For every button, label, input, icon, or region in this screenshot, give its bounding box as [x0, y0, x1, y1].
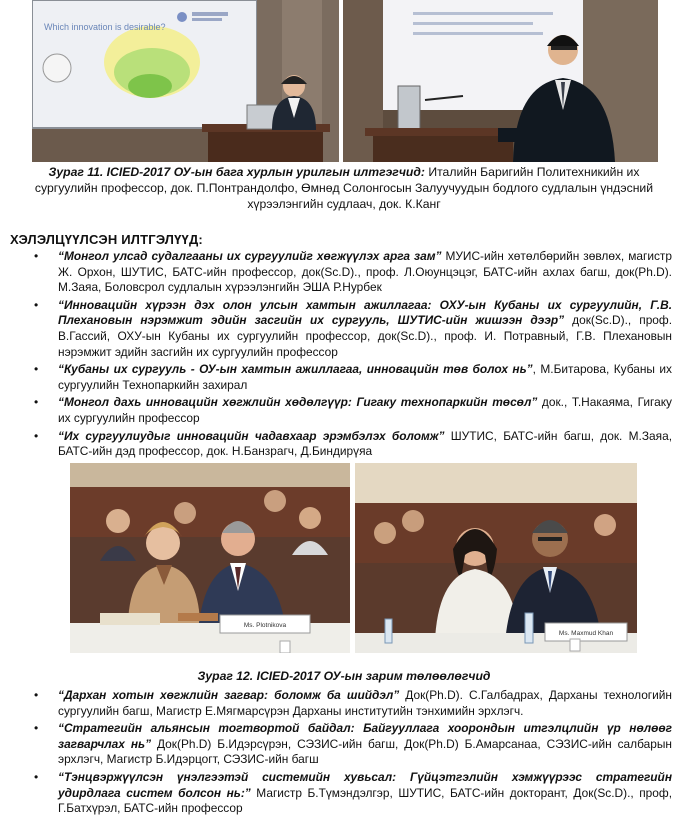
nameplate-right: Ms. Maxmud Khan: [558, 630, 614, 637]
list-item: [0, 429, 690, 460]
photo-presenter-left: [32, 0, 339, 162]
figure-11-caption: [18, 164, 670, 212]
bullet: •: [34, 769, 39, 784]
presentation-list: [0, 249, 690, 462]
nameplate-left: Ms. Plotnikova: [243, 622, 287, 629]
presentation-title: “Стратегийн альянсын тогтвортой байдал: Байгууллага хоорондын итгэлцлийн үр нөлөөг загварчлах нь”: [58, 721, 672, 751]
list-item: [0, 395, 690, 426]
figure-11-caption-body: Италийн Баригийн Политехникийн их сургуулийн профессор, док. П.Понтрандолфо, Өмнөд Солонгосын Залуучуудын бодлого судлалын үндэсний хүрээлэнгийн судлаач, док. К.Канг: [34, 165, 654, 211]
presentation-title: “Монгол улсад судалгааны их сургуулийг хөгжүүлэх арга зам”: [58, 249, 442, 263]
list-item: [0, 688, 690, 719]
presentation-title: “Инновацийн хүрээн дэх олон улсын хамтын ажиллагаа: ОХУ-ын Кубаны их сургуулийн, Г.В. Плехановын нэрэмжит эдийн засгийн их сургууль, ШУТИС-ийн жишээн дээр”: [58, 297, 672, 328]
presentation-authors: док(Sc.D)., проф. В.Гассий, ОХУ-ын Кубаны их сургуулийн профессор, док(Sc.D)., проф. И. Потравный, Г.В. Плехановын нэрэмжит эдийн засгийн их сургуулийн профессор: [58, 313, 673, 359]
figure-12-caption: [18, 668, 670, 684]
presentation-authors: Док(Ph.D) Б.Идэрсүрэн, СЭЗИС-ийн багш, Док(Ph.D) Б.Амарсанаа, СЭЗИС-ийн салбарын эрхлэгч, Магистр Б.Идэрцогт, СЭЗИС-ийн багш: [58, 736, 672, 767]
list-item: [0, 362, 690, 393]
bullet: •: [34, 362, 39, 377]
presentation-authors: Магистр Б.Түмэндэлгэр, ШУТИС, БАТС-ийн докторант, Док(Sc.D)., проф, Г.Батхүрэл, БАТС-ийн профессор: [58, 785, 672, 816]
presentation-title: “Дархан хотын хөгжлийн загвар: боломж ба шийдэл”: [58, 688, 400, 702]
bullet: •: [34, 688, 39, 702]
list-item: [0, 298, 690, 360]
bullet: •: [34, 721, 39, 736]
presentation-authors: ШУТИС, БАТС-ийн багш, док. М.Заяа, БАТС-ийн дэд профессор, док. Н.Банзрагч, Д.Биндирүяа: [58, 428, 673, 459]
presentation-authors: , М.Битарова, Кубаны их сургуулийн Технопаркийн захирал: [58, 362, 672, 392]
presentation-title: “Тэнцвэржүүлсэн үнэлгээтэй системийн хувьсал: Гүйцэтгэлийн хэмжүүрээс стратегийн удирдлага систем болсон нь:”: [58, 769, 672, 800]
photo-delegates-left: [70, 463, 350, 653]
presentation-authors: МУИС-ийн хөтөлбөрийн зөвлөх, магистр Ж. Орхон, ШУТИС, БАТС-ийн профессор, док(Sc.D)., проф. Л.Оюунцэцэг, БАТС-ийн ахлах багш, док(Ph.D). М.Заяа, Боловсрол судлалын хүрээлэнгийн ЭША Р.Нурбек: [58, 249, 672, 295]
list-item: [0, 721, 690, 768]
slide-text: Which innovation is desirable?: [44, 22, 166, 32]
bullet: •: [34, 428, 39, 443]
presentation-authors: док., Т.Накаяма, Гигаку их сургуулийн профессор: [58, 395, 672, 425]
bullet: •: [34, 395, 39, 410]
bullet: •: [34, 249, 39, 263]
photo-delegates-right: [355, 463, 637, 653]
presentation-title: “Монгол дахь инновацийн хөгжлийн хөдөлгүүр: Гигаку технопаркийн төсөл”: [58, 395, 538, 410]
presentation-list-2: [0, 688, 690, 819]
bullet: •: [34, 297, 39, 312]
presentation-title: “Их сургуулиудыг инновацийн чадавхаар эрэмбэлэх боломж”: [58, 428, 445, 443]
photo-presenter-right: [343, 0, 658, 162]
list-item: [0, 770, 690, 817]
figure-12-caption-title: Зураг 12. ICIED-2017 ОУ-ын зарим төлөөлөгчид: [197, 669, 491, 683]
figure-11-caption-title: Зураг 11. ICIED-2017 ОУ-ын бага хурлын урилгын илтгэгчид:: [48, 165, 425, 179]
presentation-title: “Кубаны их сургууль - ОУ-ын хамтын ажиллагаа, инновацийн төв болох нь”: [58, 362, 533, 377]
section-heading: ХЭЛЭЛЦҮҮЛСЭН ИЛТГЭЛҮҮД:: [10, 232, 203, 247]
list-item: [0, 249, 690, 296]
presentation-authors: Док(Ph.D). С.Галбадрах, Дарханы технологийн сургуулийн багш, Магистр Е.Мягмарсүрэн Дарханы институтийн тэнхимийн эрхлэгч.: [58, 688, 672, 718]
